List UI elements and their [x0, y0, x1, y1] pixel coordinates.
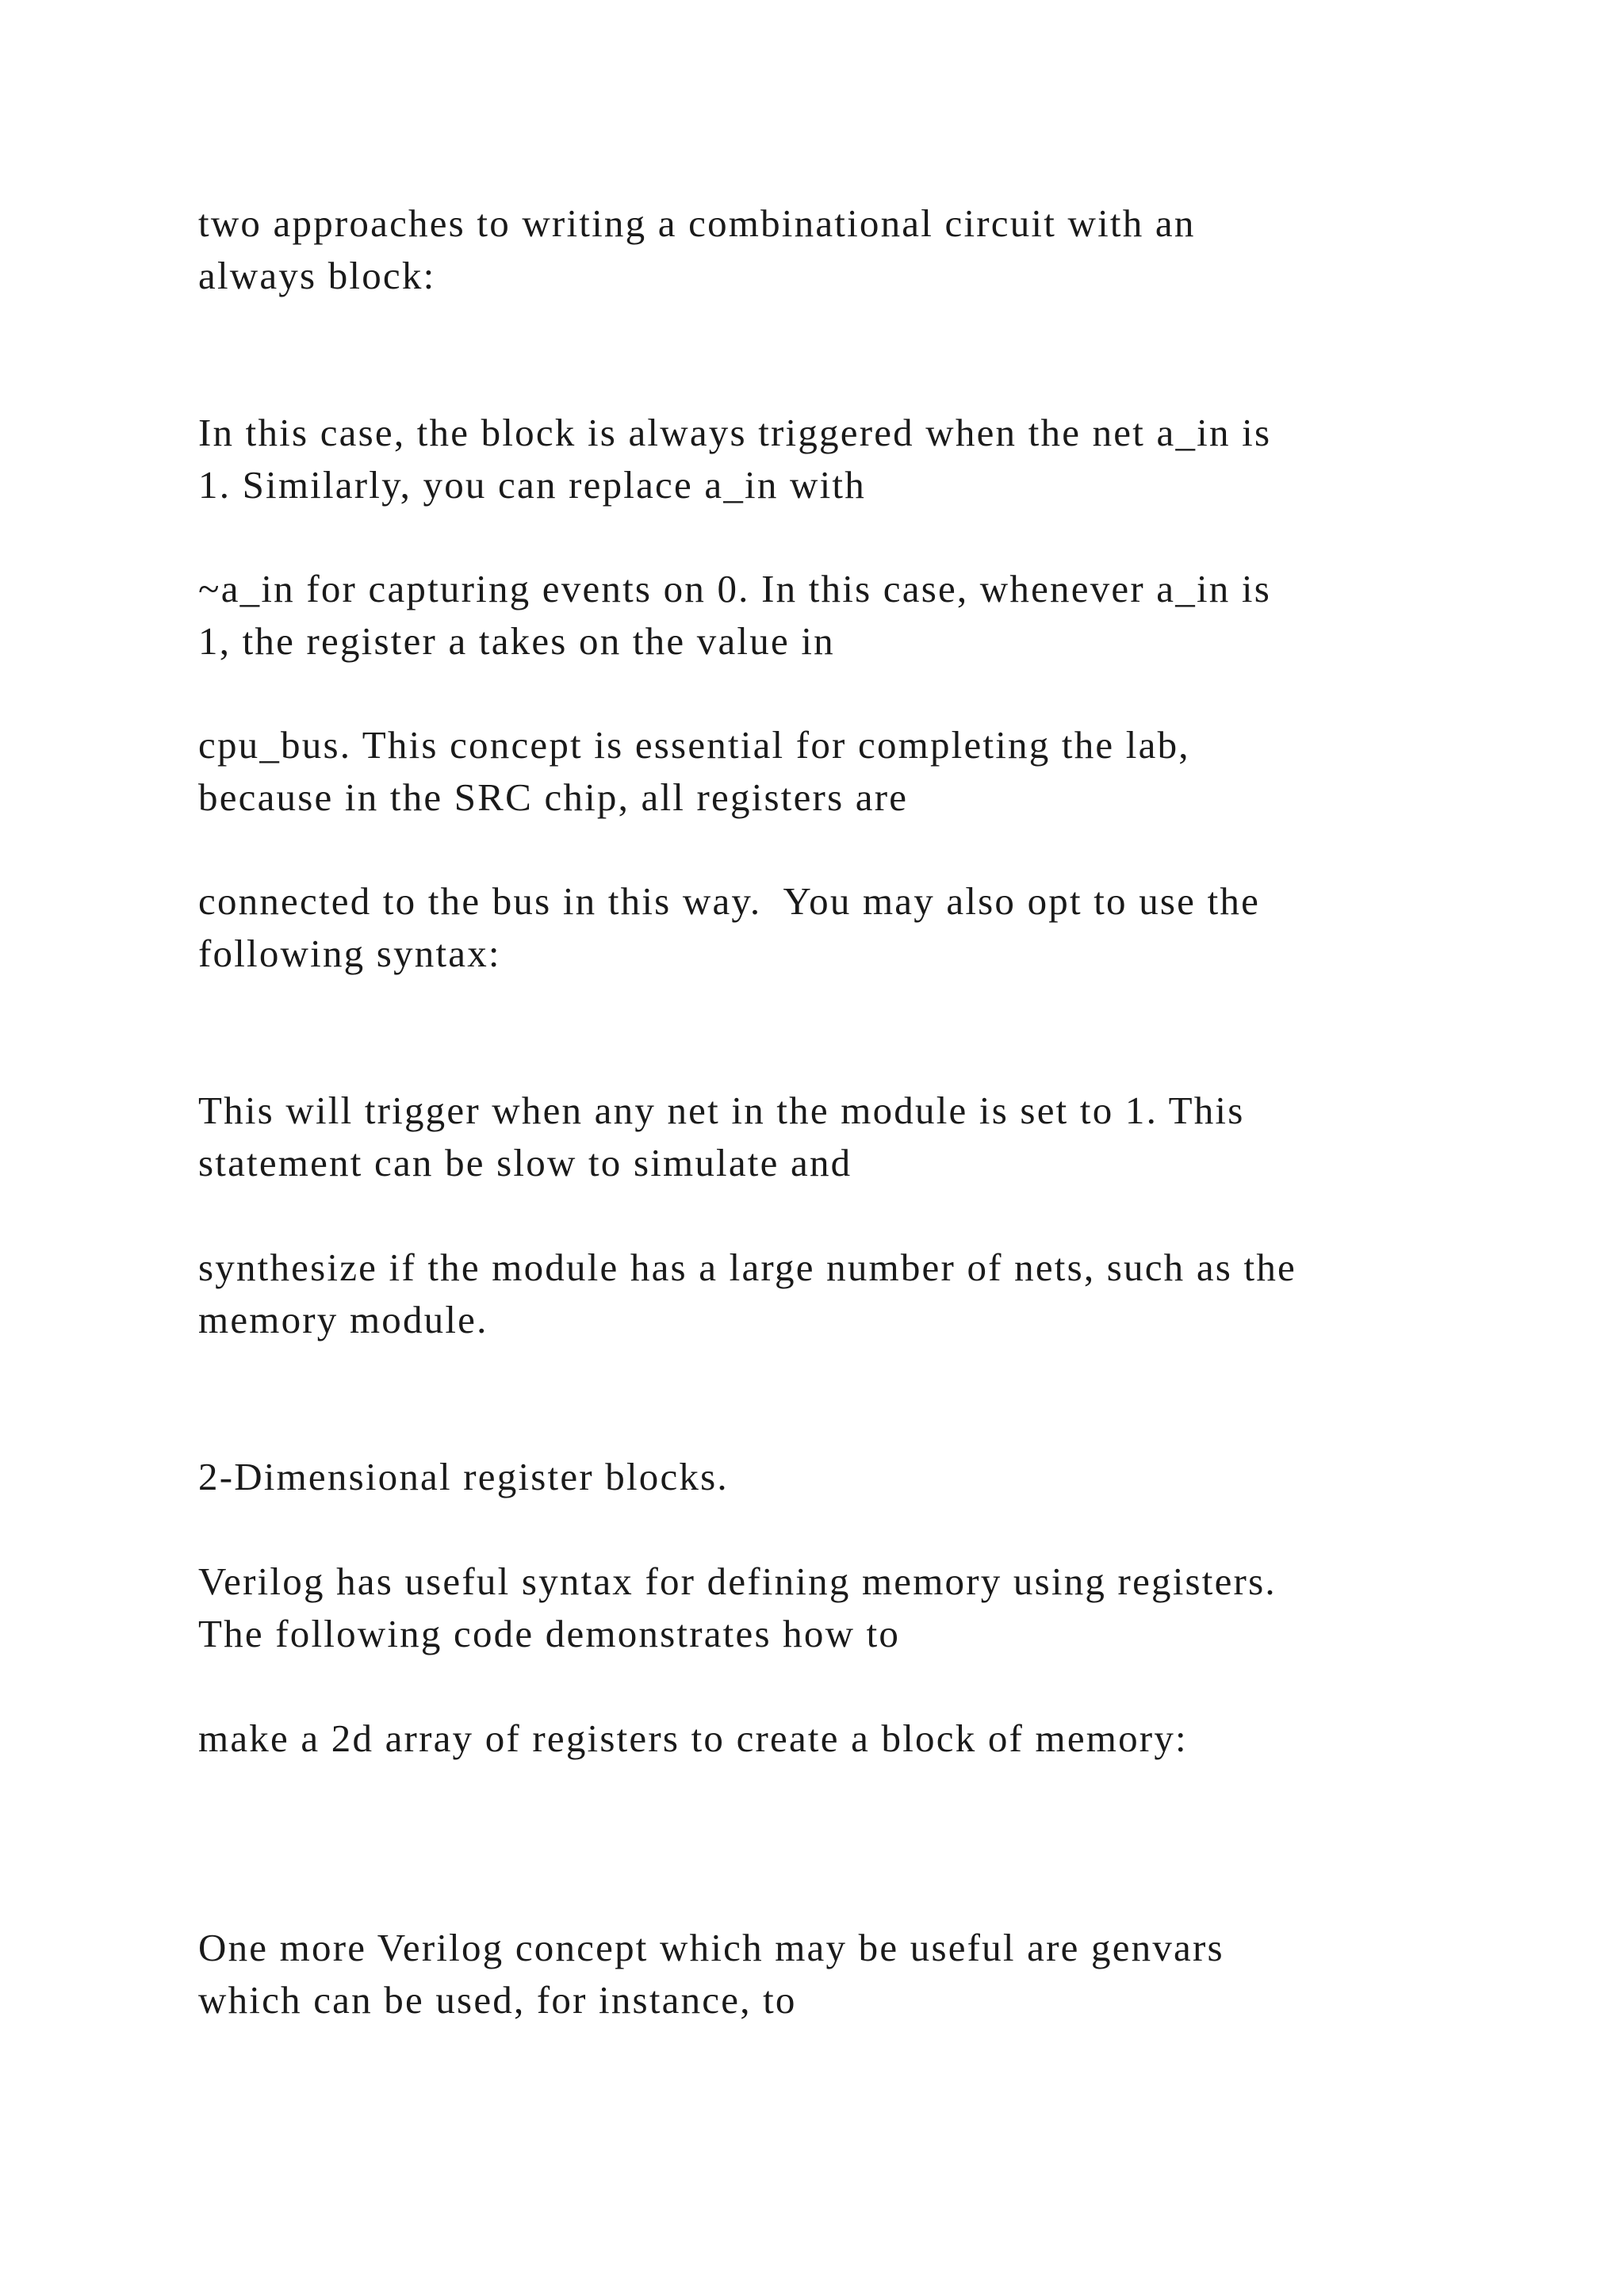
text-line: following syntax: [198, 932, 501, 975]
text-line: memory module. [198, 1298, 488, 1341]
paragraph-3 [198, 563, 1435, 668]
paragraph-8 [198, 1556, 1435, 1660]
paragraph-1 [198, 197, 1435, 302]
paragraph-10 [198, 1922, 1435, 2026]
text-line: because in the SRC chip, all registers are [198, 775, 909, 819]
text-line: One more Verilog concept which may be useful are genvars [198, 1926, 1224, 1969]
text-line: statement can be slow to simulate and [198, 1141, 852, 1184]
text-line: which can be used, for instance, to [198, 1978, 797, 2022]
paragraph-5 [198, 875, 1435, 980]
text-line: two approaches to writing a combinational circuit with an [198, 201, 1196, 245]
paragraph-9 [198, 1712, 1435, 1765]
text-line: Verilog has useful syntax for defining memory using registers. [198, 1559, 1277, 1603]
text-line: 1, the register a takes on the value in [198, 619, 835, 663]
text-line: In this case, the block is always triggered when the net a_in is [198, 411, 1272, 454]
section-heading [198, 1451, 1435, 1503]
paragraph-7 [198, 1242, 1435, 1346]
paragraph-6 [198, 1085, 1435, 1189]
text-line: synthesize if the module has a large number of nets, such as the [198, 1246, 1297, 1289]
paragraph-2 [198, 407, 1435, 511]
text-line: The following code demonstrates how to [198, 1612, 901, 1655]
text-line: connected to the bus in this way. You may also opt to use the [198, 879, 1261, 923]
text-line: This will trigger when any net in the module is set to 1. This [198, 1089, 1245, 1132]
text-line: make a 2d array of registers to create a block of memory: [198, 1716, 1188, 1760]
text-line: cpu_bus. This concept is essential for completing the lab, [198, 723, 1190, 767]
text-line: 1. Similarly, you can replace a_in with [198, 463, 866, 507]
text-line: always block: [198, 254, 436, 297]
text-line: 2-Dimensional register blocks. [198, 1455, 729, 1498]
paragraph-4 [198, 719, 1435, 824]
text-line: ~a_in for capturing events on 0. In this case, whenever a_in is [198, 567, 1272, 610]
